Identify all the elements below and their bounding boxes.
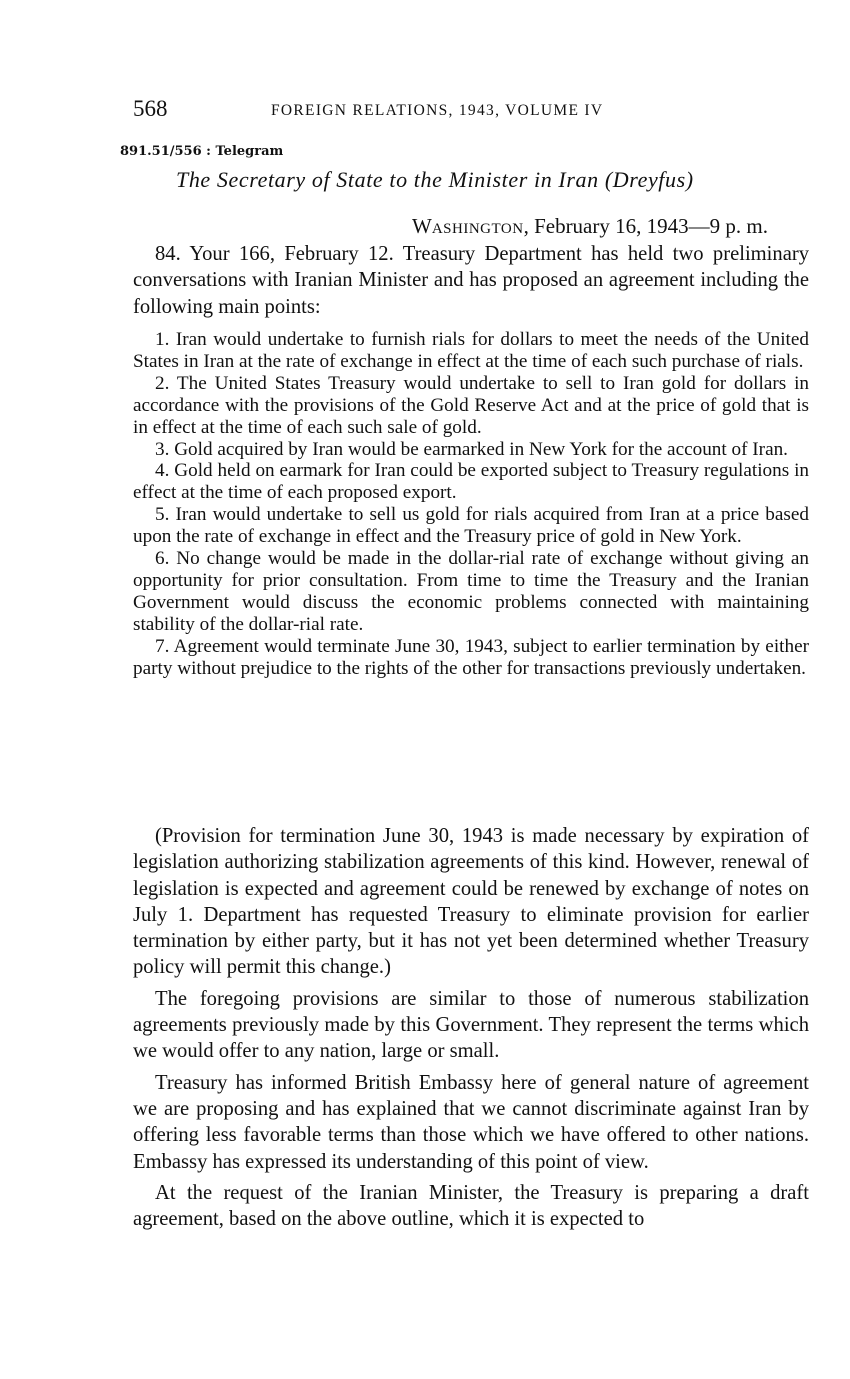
running-head-title: FOREIGN RELATIONS, 1943, VOLUME IV — [271, 102, 604, 119]
point-item: 6. No change would be made in the dollar-rial rate of exchange without giving an opportunity for prior consultation. From time to time the Treasury and the Iranian Government would discuss the economic problems connected with maintaining stability of the dollar-rial rate. — [133, 548, 809, 635]
page-number: 568 — [133, 96, 168, 121]
dateline-date: , February 16, 1943—9 p. m. — [523, 214, 768, 238]
intro-text: 84. Your 166, February 12. Treasury Department has held two preliminary conversations with Iranian Minister and has proposed an agreement including the following main points: — [133, 243, 809, 318]
point-item: 1. Iran would undertake to furnish rials for dollars to meet the needs of the United States in Iran at the rate of exchange in effect at the time of each such purchase of rials. — [133, 329, 809, 372]
body-paragraph: Treasury has informed British Embassy here of general nature of agreement we are proposing and has explained that we cannot discriminate against Iran by offering less favorable terms than those which we have offered to other nations. Embassy has expressed its understanding of this point of view. — [133, 1071, 809, 1173]
body-paragraph: The foregoing provisions are similar to those of numerous stabilization agreements previously made by this Government. They represent the terms which we would offer to any nation, large or small. — [133, 987, 809, 1063]
file-reference: 891.51/556 : Telegram — [120, 144, 284, 159]
dateline — [412, 214, 768, 239]
point-item: 5. Iran would undertake to sell us gold for rials acquired from Iran at a price based upon the rate of exchange in effect and the Treasury price of gold in New York. — [133, 504, 809, 548]
numbered-points — [133, 329, 809, 680]
dateline-place-initial: W — [412, 214, 432, 238]
point-item: 3. Gold acquired by Iran would be earmarked in New York for the account of Iran. — [155, 438, 788, 460]
point-item: 2. The United States Treasury would undertake to sell to Iran gold for dollars in accordance with the provisions of the Gold Reserve Act and at the price of gold that is in effect at the time of each such sale of gold. — [133, 372, 809, 438]
body-paragraph: (Provision for termination June 30, 1943 is made necessary by expiration of legislation authorizing stabilization agreements of this kind. However, renewal of legislation is expected and agreement could be renewed by exchange of notes on July 1. Department has requested Treasury to eliminate provision for earlier termination by either party, but it has not yet been determined whether Treasury policy will permit this change.) — [133, 825, 809, 979]
dateline-place-rest: ASHINGTON — [431, 221, 524, 237]
closing-paragraphs — [133, 823, 809, 1237]
page-header — [133, 96, 809, 126]
document-title: The Secretary of State to the Minister in Iran (Dreyfus) — [176, 167, 694, 192]
intro-paragraph — [133, 241, 809, 320]
point-item: 7. Agreement would terminate June 30, 1943, subject to earlier termination by either party without prejudice to the rights of the other for transactions previously undertaken. — [133, 635, 809, 679]
body-paragraph: At the request of the Iranian Minister, the Treasury is preparing a draft agreement, based on the above outline, which it is expected to — [133, 1181, 809, 1231]
running-header — [133, 96, 809, 126]
point-item: 4. Gold held on earmark for Iran could be exported subject to Treasury regulations in effect at the time of each proposed export. — [133, 460, 809, 504]
